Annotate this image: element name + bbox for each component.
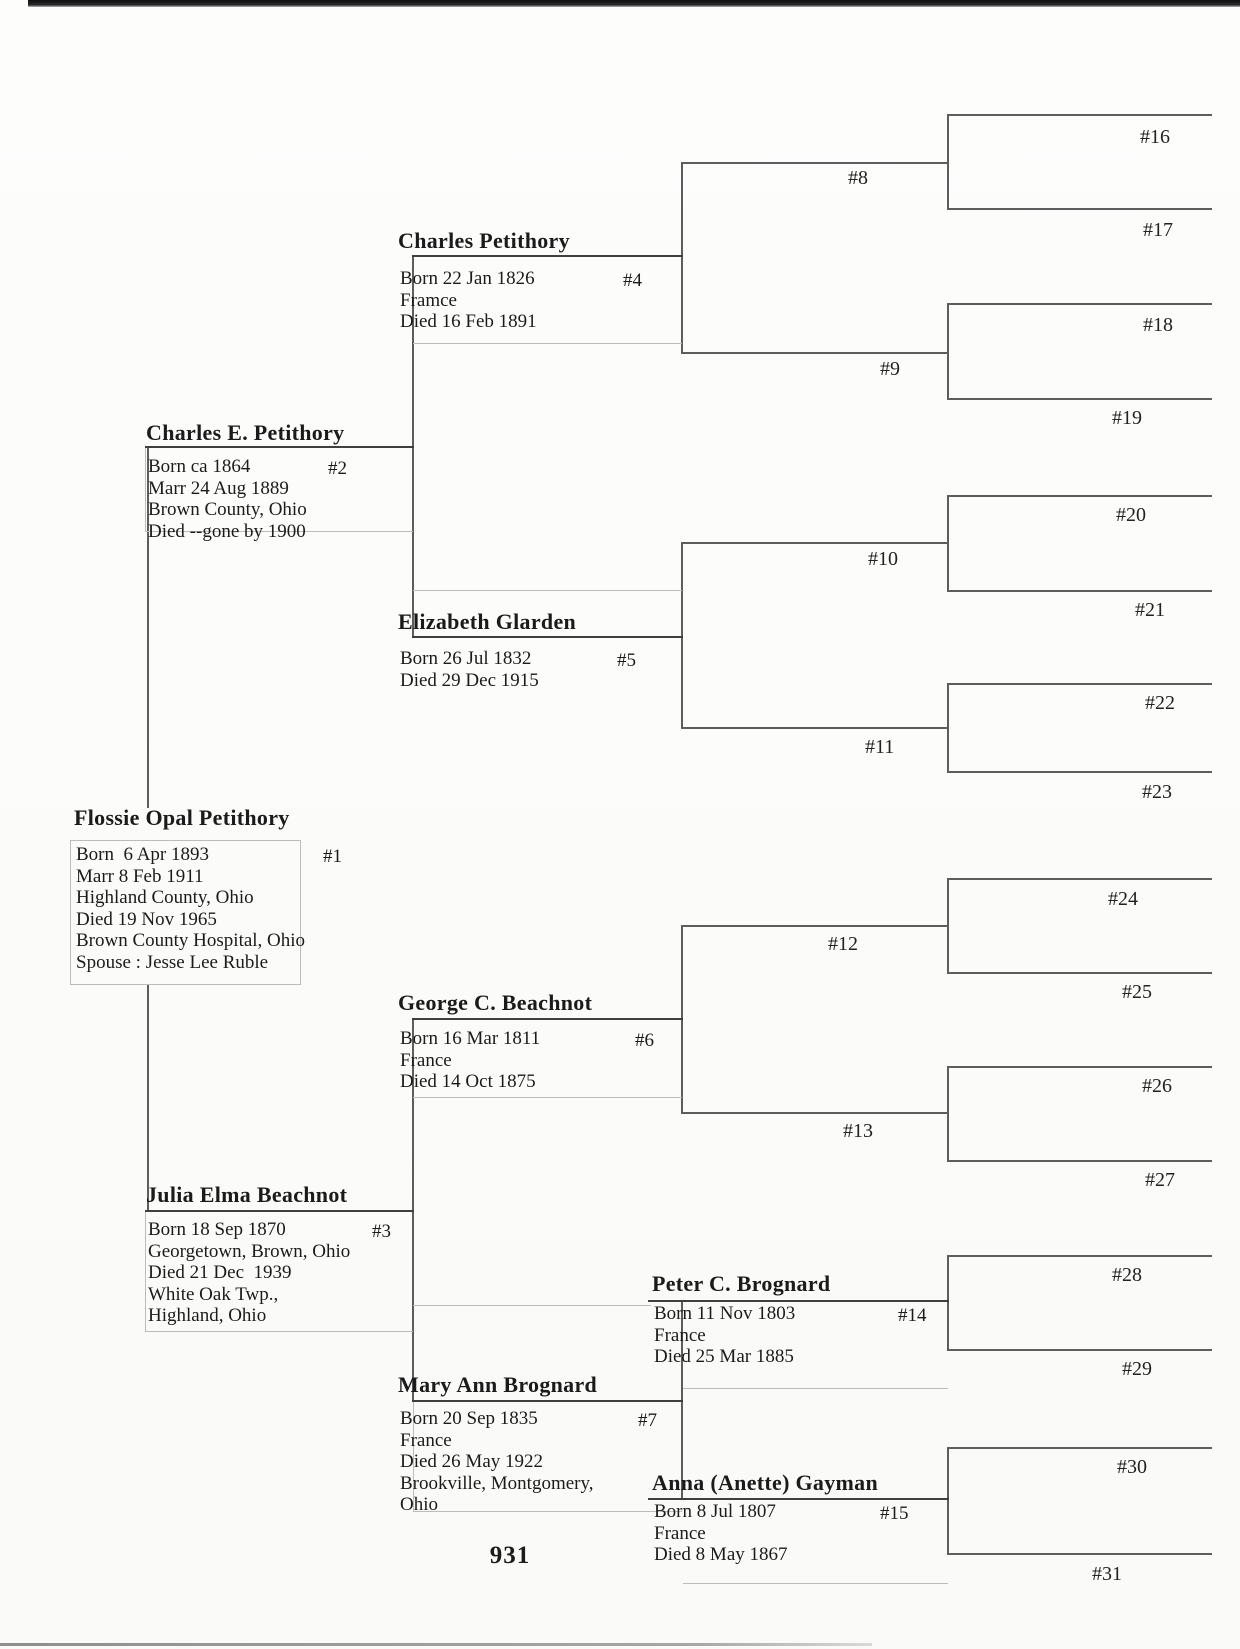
cell-border-line — [145, 1331, 413, 1332]
name-underline — [145, 446, 414, 448]
person-2-detail-line: Marr 24 Aug 1889 — [148, 477, 289, 499]
person-14-ref-number: #14 — [898, 1305, 927, 1326]
person-7-detail-line: Died 26 May 1922 — [400, 1451, 544, 1472]
cell-border-line — [70, 840, 301, 841]
tree-line-horizontal — [947, 1255, 1212, 1257]
person-7-ref-number: #7 — [638, 1410, 657, 1431]
person-7-details — [400, 1408, 594, 1516]
ancestor-slot-label-16: #16 — [1140, 126, 1170, 148]
person-3-detail-line: Born 18 Sep 1870 — [148, 1219, 286, 1240]
person-2-details — [148, 456, 307, 542]
tree-line-horizontal — [947, 114, 1212, 116]
person-5-ref-number: #5 — [617, 650, 636, 671]
person-2-name: Charles E. Petithory — [146, 420, 345, 445]
tree-line-horizontal — [947, 878, 1212, 880]
tree-line-horizontal — [681, 925, 949, 927]
person-1-detail-line: Highland County, Ohio — [76, 887, 254, 908]
name-underline — [412, 255, 683, 257]
person-4-detail-line: Died 16 Feb 1891 — [400, 311, 537, 332]
name-underline — [648, 1300, 949, 1302]
person-5-detail-line: Died 29 Dec 1915 — [400, 669, 539, 691]
cell-border-line — [70, 840, 71, 984]
tree-line-horizontal — [947, 1160, 1212, 1162]
scan-top-edge — [28, 0, 1240, 7]
ancestor-slot-label-11: #11 — [865, 736, 895, 758]
ancestor-slot-label-20: #20 — [1116, 504, 1146, 526]
person-5-detail-line: Born 26 Jul 1832 — [400, 648, 532, 669]
ancestor-slot-label-25: #25 — [1122, 981, 1152, 1003]
ancestor-slot-label-21: #21 — [1135, 599, 1165, 621]
cell-border-line — [145, 1212, 146, 1332]
person-2-detail-line: Died --gone by 1900 — [148, 520, 306, 542]
person-14-name: Peter C. Brognard — [652, 1271, 831, 1296]
person-2-detail-line: Born ca 1864 — [148, 456, 251, 477]
person-1-details — [76, 844, 305, 973]
ancestor-slot-label-26: #26 — [1142, 1075, 1172, 1097]
tree-line-horizontal — [681, 727, 949, 729]
person-15-details — [654, 1501, 788, 1566]
person-7-detail-line: Born 20 Sep 1835 — [400, 1408, 538, 1429]
person-4-name: Charles Petithory — [398, 228, 570, 253]
cell-border-line — [683, 1583, 948, 1584]
person-7-name: Mary Ann Brognard — [398, 1372, 598, 1397]
tree-line-horizontal — [947, 683, 1212, 685]
tree-line-vertical — [947, 1066, 949, 1162]
person-1-name: Flossie Opal Petithory — [74, 805, 290, 830]
tree-line-vertical — [947, 1447, 949, 1555]
ancestor-slot-label-12: #12 — [828, 933, 858, 955]
person-6-name: George C. Beachnot — [398, 990, 593, 1015]
person-15-ref-number: #15 — [880, 1503, 909, 1524]
person-1-detail-line: Spouse : Jesse Lee Ruble — [76, 951, 269, 973]
person-4-detail-line: Born 22 Jan 1826 — [400, 268, 535, 289]
person-4-ref-number: #4 — [623, 270, 642, 291]
scan-bottom-edge — [0, 1643, 872, 1646]
person-6-detail-line: Died 14 Oct 1875 — [400, 1071, 536, 1092]
person-15-detail-line: Died 8 May 1867 — [654, 1544, 788, 1565]
ancestor-slot-label-29: #29 — [1122, 1358, 1152, 1380]
person-7-detail-line: Ohio — [400, 1494, 438, 1515]
person-14-details — [654, 1303, 795, 1368]
ancestor-slot-label-31: #31 — [1092, 1563, 1122, 1585]
person-15-name: Anna (Anette) Gayman — [652, 1470, 878, 1495]
tree-line-horizontal — [947, 972, 1212, 974]
cell-border-line — [70, 984, 301, 985]
person-3-detail-line: Highland, Ohio — [148, 1305, 267, 1326]
tree-line-horizontal — [947, 1349, 1212, 1351]
tree-line-vertical — [947, 1255, 949, 1351]
ancestor-slot-label-30: #30 — [1117, 1456, 1147, 1478]
person-1-detail-line: Died 19 Nov 1965 — [76, 908, 217, 930]
tree-line-horizontal — [947, 495, 1212, 497]
person-3-details — [148, 1219, 350, 1327]
name-underline — [412, 1018, 683, 1020]
tree-line-horizontal — [947, 398, 1212, 400]
person-2-ref-number: #2 — [328, 458, 347, 479]
cell-border-line — [413, 343, 682, 344]
person-7-detail-line: France — [400, 1429, 452, 1451]
ancestor-slot-label-22: #22 — [1145, 692, 1175, 714]
ancestor-slot-label-27: #27 — [1145, 1169, 1175, 1191]
person-15-detail-line: Born 8 Jul 1807 — [654, 1501, 776, 1522]
person-2-detail-line: Brown County, Ohio — [148, 499, 307, 520]
person-5-name: Elizabeth Glarden — [398, 609, 577, 634]
person-15-detail-line: France — [654, 1522, 706, 1544]
person-3-detail-line: White Oak Twp., — [148, 1283, 279, 1305]
person-3-ref-number: #3 — [372, 1221, 391, 1242]
cell-border-line — [413, 1305, 651, 1306]
person-5-details — [400, 648, 539, 691]
cell-border-line — [683, 1388, 948, 1389]
ancestor-slot-label-18: #18 — [1143, 314, 1173, 336]
ancestor-slot-label-23: #23 — [1142, 781, 1172, 803]
person-4-detail-line: Framce — [400, 289, 457, 311]
tree-line-horizontal — [681, 352, 949, 354]
name-underline — [412, 1400, 683, 1402]
page-number: 931 — [489, 1542, 531, 1569]
tree-line-horizontal — [947, 303, 1212, 305]
ancestor-slot-label-19: #19 — [1112, 407, 1142, 429]
person-14-detail-line: Born 11 Nov 1803 — [654, 1303, 796, 1324]
cell-border-line — [413, 590, 682, 591]
tree-line-vertical — [681, 162, 683, 354]
person-6-details — [400, 1028, 540, 1093]
tree-line-horizontal — [681, 162, 949, 164]
person-1-detail-line: Marr 8 Feb 1911 — [76, 865, 204, 887]
name-underline — [145, 1210, 414, 1212]
person-4-details — [400, 268, 537, 333]
tree-line-horizontal — [947, 208, 1212, 210]
person-3-name: Julia Elma Beachnot — [146, 1182, 348, 1207]
person-1-ref-number: #1 — [323, 846, 342, 867]
person-1-detail-line: Born 6 Apr 1893 — [76, 844, 209, 865]
cell-border-line — [145, 448, 146, 532]
name-underline — [412, 636, 683, 638]
tree-line-horizontal — [947, 771, 1212, 773]
person-14-detail-line: France — [654, 1324, 706, 1346]
person-7-detail-line: Brookville, Montgomery, — [400, 1472, 594, 1494]
tree-line-horizontal — [681, 1112, 949, 1114]
tree-line-horizontal — [947, 1066, 1212, 1068]
ancestor-slot-label-13: #13 — [843, 1120, 873, 1142]
tree-line-horizontal — [947, 590, 1212, 592]
person-6-ref-number: #6 — [635, 1030, 654, 1051]
ancestor-slot-label-9: #9 — [880, 358, 900, 380]
ancestor-slot-label-24: #24 — [1108, 888, 1138, 910]
ancestor-slot-label-28: #28 — [1112, 1264, 1142, 1286]
ancestor-slot-label-10: #10 — [868, 548, 898, 570]
ancestor-slot-label-17: #17 — [1143, 219, 1173, 241]
person-1-detail-line: Brown County Hospital, Ohio — [76, 930, 306, 951]
person-3-detail-line: Died 21 Dec 1939 — [148, 1262, 292, 1283]
ancestor-slot-label-8: #8 — [848, 167, 868, 189]
tree-line-horizontal — [947, 1447, 1212, 1449]
person-3-detail-line: Georgetown, Brown, Ohio — [148, 1240, 351, 1262]
person-14-detail-line: Died 25 Mar 1885 — [654, 1346, 794, 1367]
person-6-detail-line: France — [400, 1049, 452, 1071]
person-6-detail-line: Born 16 Mar 1811 — [400, 1028, 541, 1049]
cell-border-line — [413, 1097, 682, 1098]
tree-line-horizontal — [947, 1553, 1212, 1555]
name-underline — [648, 1498, 949, 1500]
tree-line-horizontal — [681, 542, 949, 544]
tree-line-vertical — [147, 984, 149, 1212]
